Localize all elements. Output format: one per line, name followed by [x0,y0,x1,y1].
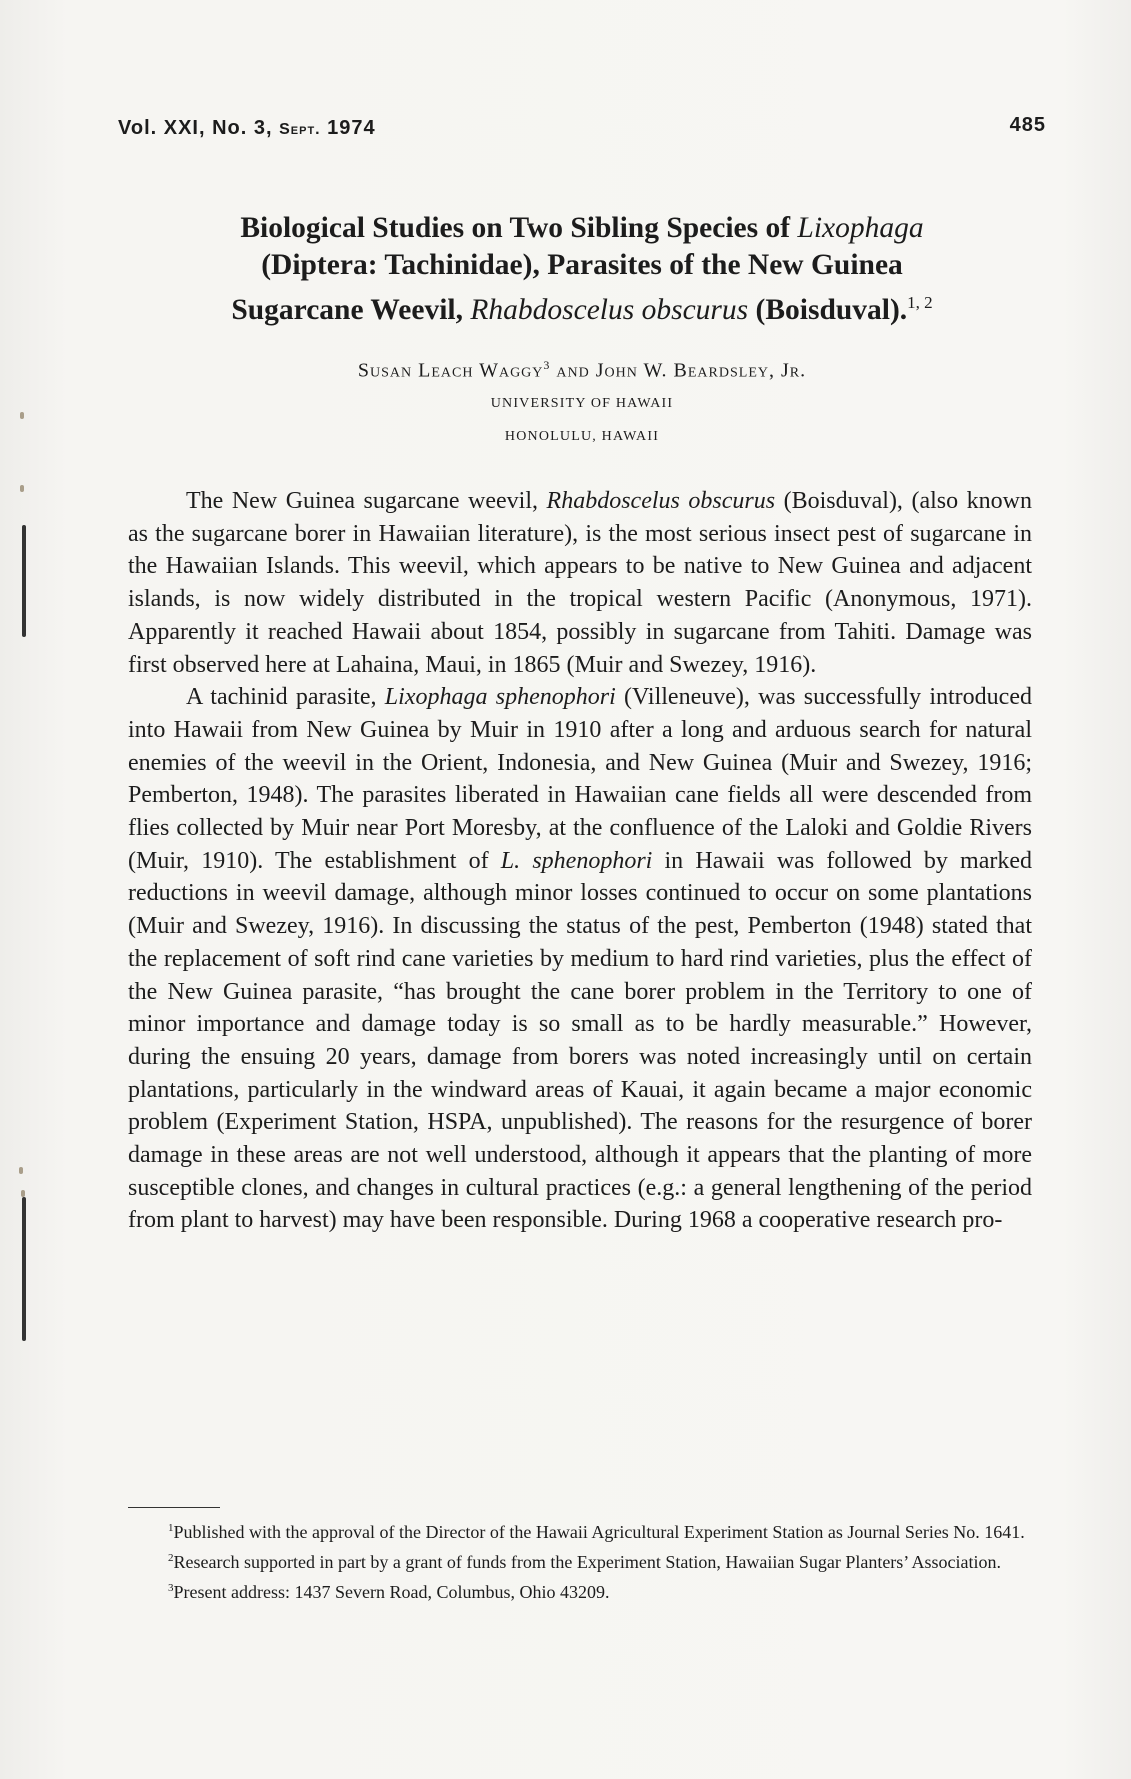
paper-speck [19,1167,23,1174]
footnote-2: $^2$Research supported in part by a grant of funds from the Experiment Station, Hawaiian Sugar Planters’ Association. [168,1552,1001,1572]
affiliation-university: UNIVERSITY OF HAWAII [490,396,674,411]
footnote-1: $^1$Published with the approval of the Director of the Hawaii Agricultural Experiment Station as Journal Series No. 1641. [168,1522,1025,1542]
article-title [118,210,1046,329]
binding-staple-mark [22,525,26,637]
binding-staple-mark [22,1197,26,1341]
paper-speck [21,1190,25,1197]
title-line-1: Biological Studies on Two Sibling Species of Lixophaga [240,212,924,244]
paragraph: The New Guinea sugarcane weevil, Rhabdoscelus obscurus (Boisduval), (also known as the sugarcane borer in Hawaiian literature), is the most serious insect pest of sugarcane in the Hawaiian Islands. This weevil, which appears to be native to New Guinea and adjacent islands, is now widely distributed in the tropical western Pacific (Anonymous, 1971). Apparently it reached Hawaii about 1854, possibly in sugarcane from Tahiti. Damage was first observed here at Lahaina, Maui, in 1865 (Muir and Swezey, 1916). [128,488,1032,678]
title-line-2: (Diptera: Tachinidae), Parasites of the New Guinea [261,249,903,281]
article-body [128,485,1032,1237]
paragraph: A tachinid parasite, Lixophaga sphenophori (Villeneuve), was successfully introduced into Hawaii from New Guinea by Muir in 1910 after a long and arduous search for natural enemies of the weevil in the Orient, Indonesia, and New Guinea (Muir and Swezey, 1916; Pemberton, 1948). The parasites liberated in Hawaiian cane fields all were descended from flies collected by Muir near Port Moresby, at the confluence of the Laloki and Goldie Rivers (Muir, 1910). The establishment of L. sphenophori in Hawaii was followed by marked reductions in weevil damage, although minor losses continued to occur on some plantations (Muir and Swezey, 1916). In discussing the status of the pest, Pemberton (1948) stated that the replacement of soft rind cane varieties by medium to hard rind varieties, plus the effect of the New Guinea parasite, “has brought the cane borer problem in the Territory to one of minor importance and damage today is so small as to be hardly measurable.” However, during the ensuing 20 years, damage from borers was noted increasingly until on certain plantations, particularly in the windward areas of Kauai, it again became a major economic problem (Experiment Station, HSPA, unpublished). The reasons for the resurgence of borer damage in these areas are not well understood, although it appears that the planting of more susceptible clones, and changes in cultural practices (e.g.: a general lengthening of the period from plant to harvest) may have been responsible. During 1968 a cooperative research pro- [128,684,1032,1234]
footnote-3: $^3$Present address: 1437 Severn Road, Columbus, Ohio 43209. [168,1582,610,1602]
author-line: Susan Leach Waggy$^3$ and John W. Beardsley, Jr. [357,358,807,382]
footnotes [128,1515,1032,1605]
page-number: 485 [1009,114,1046,136]
paper-speck [20,485,24,492]
affiliation-city: HONOLULU, HAWAII [504,429,660,444]
footnote-divider [128,1507,220,1508]
title-line-3: Sugarcane Weevil, Rhabdoscelus obscurus (Boisduval).$^{1, 2}$ [231,293,933,326]
paper-speck [20,412,24,419]
journal-reference: Vol. XXI, No. 3, Sept. 1974 [118,117,376,139]
